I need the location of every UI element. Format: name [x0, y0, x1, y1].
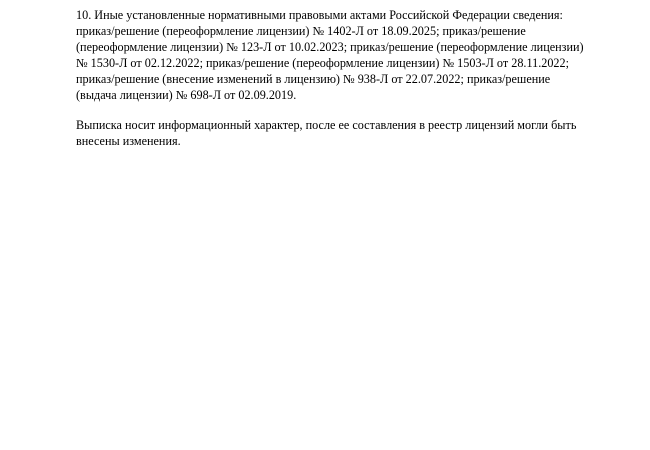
section-line: приказ/решение (переоформление лицензии) № 1402-Л от 18.09.2025; приказ/решение	[76, 24, 526, 38]
section-line: № 1530-Л от 02.12.2022; приказ/решение (переоформление лицензии) № 1503-Л от 28.11.2022;	[76, 56, 570, 70]
disclaimer-line: внесены изменения.	[76, 134, 181, 148]
section-line: (выдача лицензии) № 698-Л от 02.09.2019.	[76, 88, 297, 102]
section-line: 10. Иные установленные нормативными правовыми актами Российской Федерации сведения:	[76, 8, 563, 22]
section-line: приказ/решение (внесение изменений в лицензию) № 938-Л от 22.07.2022; приказ/решение	[76, 72, 551, 86]
disclaimer-paragraph	[76, 117, 636, 149]
other-information-section	[76, 7, 636, 103]
section-line: (переоформление лицензии) № 123-Л от 10.02.2023; приказ/решение (переоформление лицензии)	[76, 40, 584, 54]
disclaimer-line: Выписка носит информационный характер, после ее составления в реестр лицензий могли быть	[76, 118, 577, 132]
